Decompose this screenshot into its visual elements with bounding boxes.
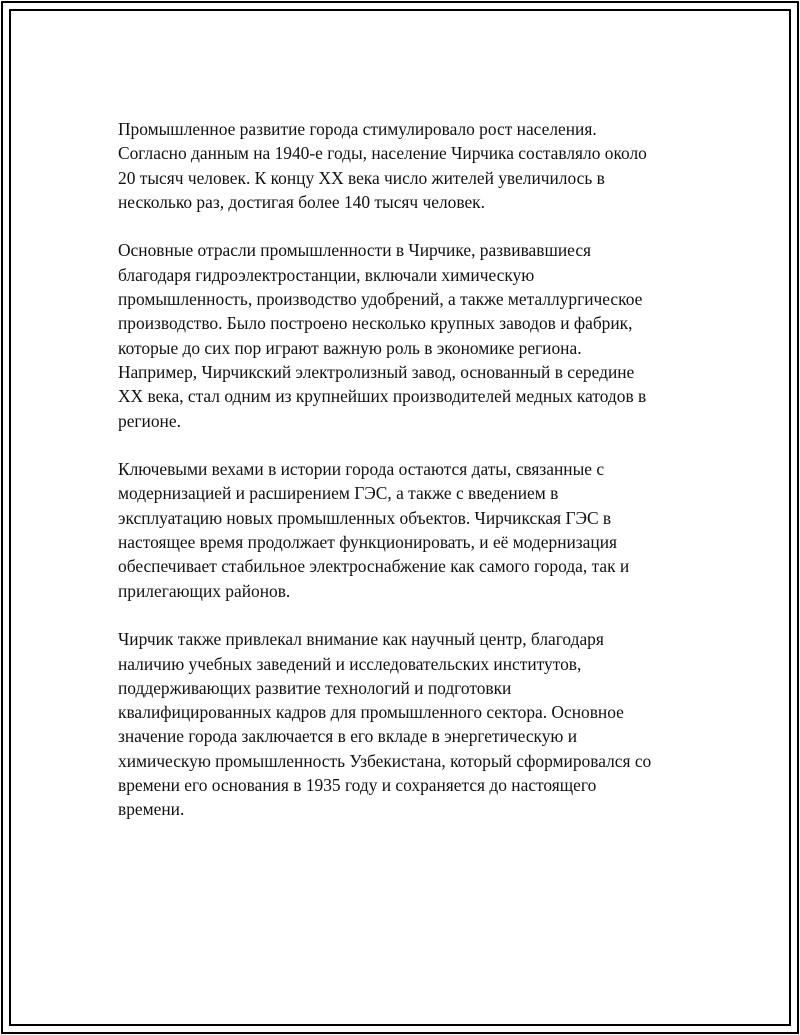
text-line: модернизацией и расширением ГЭС, а также с введением в bbox=[118, 483, 559, 504]
text-line: поддерживающих развитие технологий и подготовки bbox=[118, 677, 512, 698]
text-line: времени. bbox=[118, 799, 185, 820]
text-line: Например, Чирчикский электролизный завод, основанный в середине bbox=[118, 361, 635, 382]
text-line: 20 тысяч человек. К концу XX века число жителей увеличилось в bbox=[118, 167, 605, 188]
text-line: которые до сих пор играют важную роль в экономике региона. bbox=[118, 337, 582, 358]
text-line: времени его основания в 1935 году и сохраняется до настоящего bbox=[118, 775, 597, 796]
text-line: настоящее время продолжает функционировать, и её модернизация bbox=[118, 532, 618, 553]
text-line: регионе. bbox=[118, 410, 181, 431]
text-line: квалифицированных кадров для промышленного сектора. Основное bbox=[118, 702, 624, 723]
text-line: эксплуатацию новых промышленных объектов. Чирчикская ГЭС в bbox=[118, 507, 612, 528]
text-line: производство. Было построено несколько крупных заводов и фабрик, bbox=[118, 313, 633, 334]
text-line: несколько раз, достигая более 140 тысяч человек. bbox=[118, 191, 485, 212]
text-line: значение города заключается в его вкладе в энергетическую и bbox=[118, 726, 578, 747]
text-line: наличию учебных заведений и исследовательских институтов, bbox=[118, 653, 582, 674]
text-line: XX века, стал одним из крупнейших производителей медных катодов в bbox=[118, 386, 647, 407]
paragraph-milestones bbox=[118, 457, 693, 603]
text-line: Основные отрасли промышленности в Чирчике, развивавшиеся bbox=[118, 240, 592, 261]
text-line: благодаря гидроэлектростанции, включали химическую bbox=[118, 264, 535, 285]
text-line: Согласно данным на 1940-е годы, население Чирчика составляло около bbox=[118, 143, 647, 164]
text-line: промышленность, производство удобрений, а также металлургическое bbox=[118, 289, 643, 310]
text-line: Промышленное развитие города стимулировало рост населения. bbox=[118, 119, 597, 139]
paragraph-industry bbox=[118, 238, 693, 432]
paragraph-population bbox=[118, 117, 693, 214]
document-body bbox=[118, 117, 693, 846]
text-line: обеспечивает стабильное электроснабжение как самого города, так и bbox=[118, 556, 630, 577]
text-line: прилегающих районов. bbox=[118, 580, 291, 601]
text-line: Ключевыми вехами в истории города остаются даты, связанные с bbox=[118, 459, 605, 480]
text-line: Чирчик также привлекал внимание как научный центр, благодаря bbox=[118, 629, 604, 650]
text-line: химическую промышленность Узбекистана, который сформировался со bbox=[118, 750, 652, 771]
paragraph-science bbox=[118, 627, 693, 821]
